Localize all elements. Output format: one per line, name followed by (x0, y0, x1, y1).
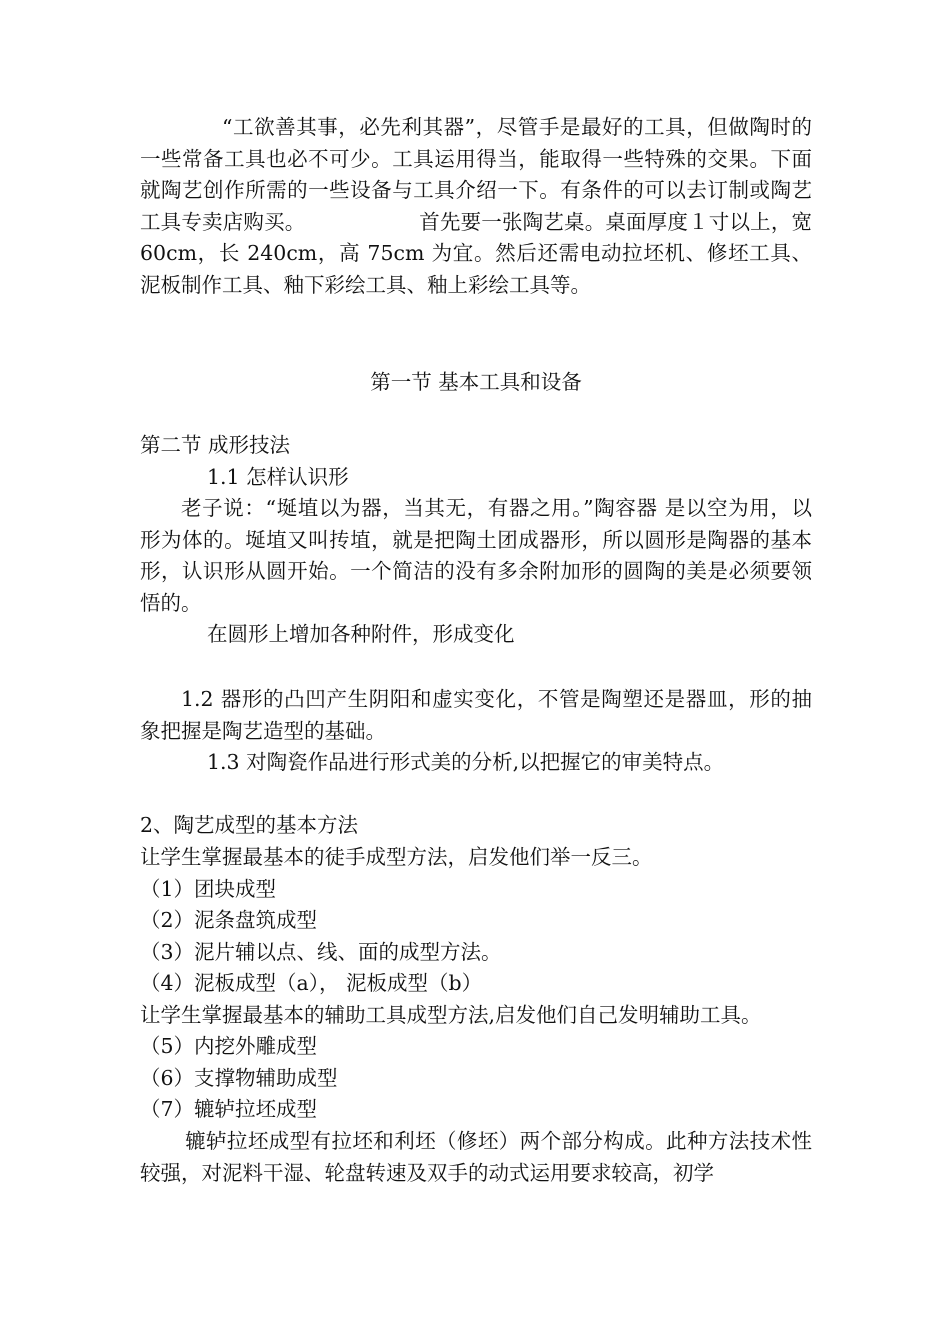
list-item: （7）辘轳拉坯成型 (140, 1097, 318, 1121)
list-item: （6）支撑物辅助成型 (140, 1066, 338, 1090)
list-item: （1）团块成型 (140, 877, 277, 901)
intro-paragraph: “工欲善其事，必先利其器”，尽管手是最好的工具，但做陶时的一些常备工具也必不可少。工具运用得当，能取得一些特殊的交果。下面就陶艺创作所需的一些设备与工具介绍一下。有条件的可以去订制或陶艺工具专卖店购买。 首先要一张陶艺桌。桌面厚度１寸以上，宽 60cm，长 240cm，高 75cm 为宜。然后还需电动拉坯机、修坯工具、泥板制作工具、釉下彩绘工具、釉上彩绘工具等。 (140, 115, 812, 297)
list-item: （4）泥板成型（a）， 泥板成型（b） (140, 971, 483, 995)
section-2-title: 第二节 成形技法 (140, 433, 291, 457)
list-item: （5）内挖外雕成型 (140, 1034, 318, 1058)
freehand-intro: 让学生掌握最基本的徒手成型方法，启发他们举一反三。 (140, 845, 653, 869)
laozi-paragraph: 老子说：“埏埴以为器，当其无，有器之用。”陶容器 是以空为用，以形为体的。埏埴又叫抟埴，就是把陶土团成器形，所以圆形是陶器的基本形，认识形从圆开始。一个简洁的没有多余附加形的圆陶的美是必须要领悟的。 (140, 496, 812, 615)
section-1-title: 第一节 基本工具和设备 (370, 370, 582, 394)
subsection-1-1: 1.1 怎样认识形 (207, 465, 349, 489)
subsection-1-3: 1.3 对陶瓷作品进行形式美的分析,以把握它的审美特点。 (207, 750, 725, 774)
circle-variation-line: 在圆形上增加各种附件，形成变化 (207, 622, 515, 646)
list-item: （2）泥条盘筑成型 (140, 908, 318, 932)
section-2-heading: 2、陶艺成型的基本方法 (140, 813, 359, 837)
list-item: （3）泥片辅以点、线、面的成型方法。 (140, 940, 502, 964)
subsection-1-2: 1.2 器形的凸凹产生阴阳和虚实变化，不管是陶塑还是器皿，形的抽象把握是陶艺造型的基础。 (140, 687, 812, 743)
wheel-throwing-paragraph: 辘轳拉坯成型有拉坯和利坯（修坯）两个部分构成。此种方法技术性较强，对泥料干湿、轮盘转速及双手的动式运用要求较高，初学 (140, 1129, 812, 1185)
aux-tools-intro: 让学生掌握最基本的辅助工具成型方法,启发他们自己发明辅助工具。 (140, 1003, 762, 1027)
